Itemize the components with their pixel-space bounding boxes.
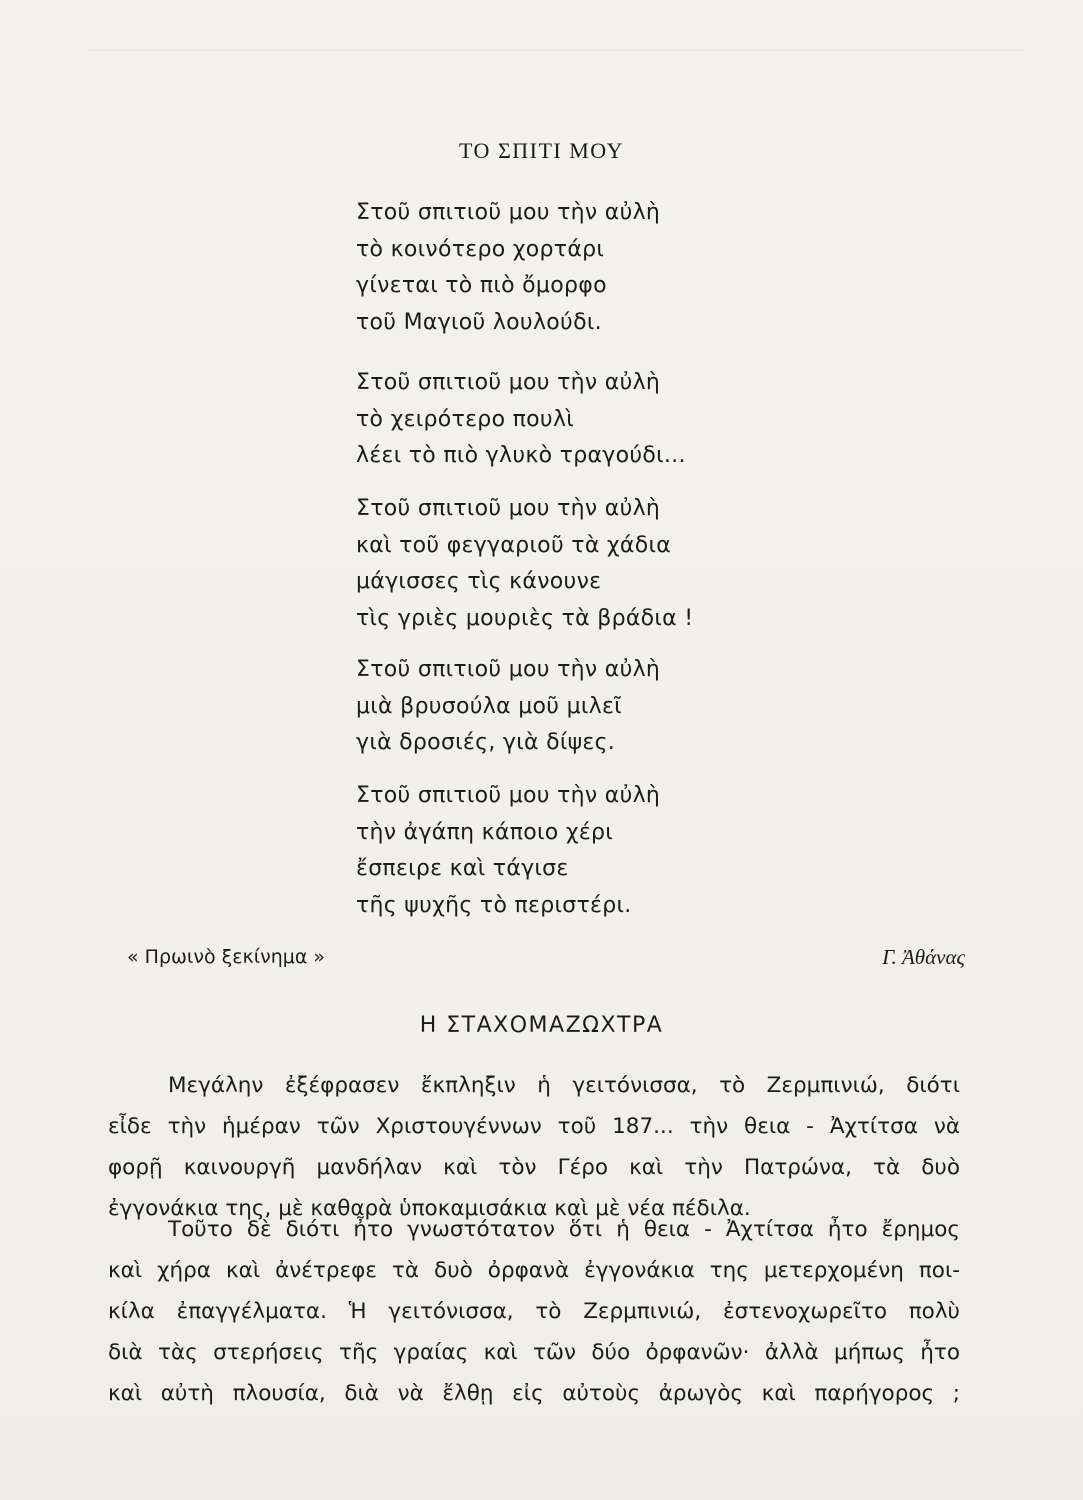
poem-line: καὶ τοῦ φεγγαριοῦ τὰ χάδια [356,532,672,558]
prose-line: καὶ αὐτὴ πλουσία, διὰ νὰ ἔλθῃ εἰς αὐτοὺς ἀρωγὸς καὶ παρήγορος ; [108,1381,960,1406]
poem-stanza-1 [356,195,956,341]
poem-line: τὴν ἀγάπη κάποιο χέρι [356,819,614,845]
poem-stanza-4 [356,652,956,762]
poem-stanza-5 [356,778,956,924]
poem-line: Στοῦ σπιτιοῦ μου τὴν αὐλὴ [356,657,661,682]
prose-line: Τοῦτο δὲ διότι ἦτο γνωστότατον ὅτι ἡ θεια - Ἀχτίτσα ἦτο ἔρημος [168,1217,960,1242]
story-paragraph-2 [108,1209,960,1414]
poem-line: τῆς ψυχῆς τὸ περιστέρι. [356,892,632,918]
poem-line: ἔσπειρε καὶ τάγισε [356,856,569,881]
prose-line: Μεγάλην ἐξέφρασεν ἔκπληξιν ἡ γειτόνισσα, τὸ Ζερμπινιώ, διότι [168,1073,960,1098]
prose-line: καὶ χήρα καὶ ἀνέτρεφε τὰ δυὸ ὀρφανὰ ἐγγονάκια της μετερχομένη ποι- [108,1258,960,1283]
poem-line: μάγισσες τὶς κάνουνε [356,569,602,594]
poem-line: τὶς γριὲς μουριὲς τὰ βράδια ! [356,605,694,631]
poem-line: γίνεται τὸ πιὸ ὄμορφο [356,273,607,298]
poem-stanza-3 [356,491,956,637]
poem-line: Στοῦ σπιτιοῦ μου τὴν αὐλὴ [356,496,661,521]
prose-line: εἶδε τὴν ἡμέραν τῶν Χριστουγέννων τοῦ 187... τὴν θεια - Ἀχτίτσα νὰ [108,1114,960,1139]
poem-line: λέει τὸ πιὸ γλυκὸ τραγούδι... [356,443,686,468]
poem-line: Στοῦ σπιτιοῦ μου τὴν αὐλὴ [356,370,661,395]
story-paragraph-1 [108,1065,960,1229]
prose-line: διὰ τὰς στερήσεις τῆς γραίας καὶ τῶν δύο ὀρφανῶν· ἀλλὰ μήπως ἦτο [108,1340,960,1365]
poem-line: τὸ χειρότερο πουλὶ [356,406,575,432]
poem-line: Στοῦ σπιτιοῦ μου τὴν αὐλὴ [356,783,661,808]
poem-line: μιὰ βρυσούλα μοῦ μιλεῖ [356,693,622,719]
prose-line: φορῇ καινουργῆ μανδήλαν καὶ τὸν Γέρο καὶ τὴν Πατρώνα, τὰ δυὸ [108,1155,960,1180]
poem-line: γιὰ δροσιές, γιὰ δίψες. [356,730,616,755]
poem-source: « Πρωινὸ ξεκίνημα » [127,946,326,968]
faint-show-through [85,50,1023,57]
poem-stanza-2 [356,365,956,475]
poem-line: τοῦ Μαγιοῦ λουλούδι. [356,309,602,335]
poem-line: τὸ κοινότερο χορτάρι [356,236,605,262]
poem-title: ΤΟ ΣΠΙΤΙ ΜΟΥ [459,138,624,163]
poem-line: Στοῦ σπιτιοῦ μου τὴν αὐλὴ [356,200,661,225]
prose-line: κίλα ἐπαγγέλματα. Ἡ γειτόνισσα, τὸ Ζερμπινιώ, ἐστενοχωρεῖτο πολὺ [108,1299,960,1324]
story-title: Η ΣΤΑΧΟΜΑΖΩΧΤΡΑ [419,1013,664,1038]
prose-line: ἐγγονάκια της, μὲ καθαρὰ ὑποκαμισάκια καὶ μὲ νέα πέδιλα. [108,1196,751,1221]
poem-author: Γ. Ἀθάνας [882,945,965,969]
